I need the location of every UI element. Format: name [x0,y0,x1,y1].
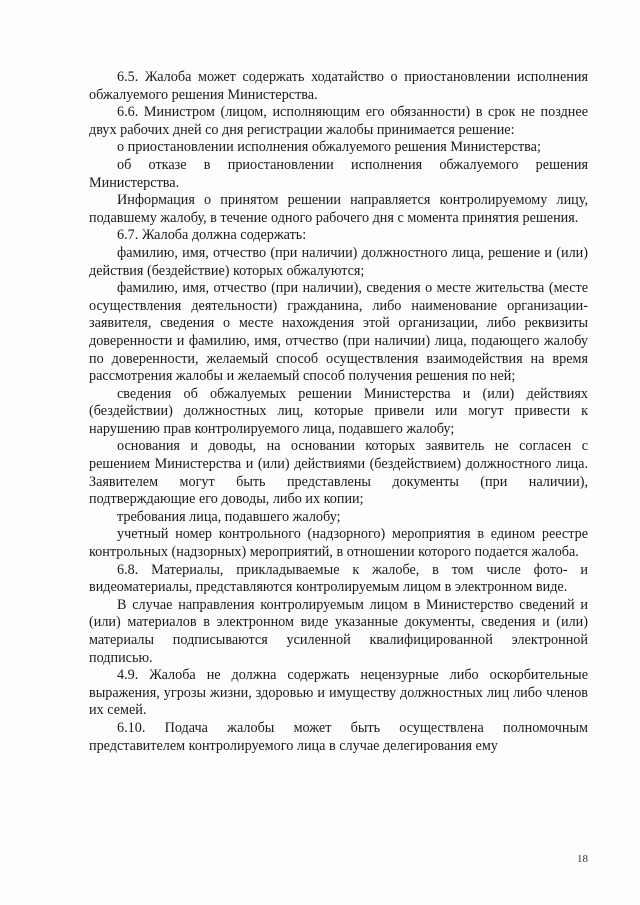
paragraph-6-5: 6.5. Жалоба может содержать ходатайство о приостановлении исполнения обжалуемого решения Министерства. [89,69,588,103]
paragraph-6-7-item-demands: требования лица, подавшего жалобу; [117,508,341,525]
paragraph-4-9: 4.9. Жалоба не должна содержать нецензурные либо оскорбительные выражения, угрозы жизни, здоровью и имуществу должностных лиц либо членов их семей. [89,667,588,719]
page-number: 18 [577,853,588,865]
document-body [89,69,588,755]
paragraph-6-7-item-applicant: фамилию, имя, отчество (при наличии), сведения о месте жительства (месте осуществления деятельности) гражданина, либо наименование организации-заявителя, сведения о месте нахождения этой организации, либо реквизиты доверенности и фамилию, имя, отчество (при наличии) лица, подающего жалобу по доверенности, желаемый способ осуществления взаимодействия на время рассмотрения жалобы и желаемый способ получения решения по ней; [89,280,588,385]
paragraph-6-6-option-suspend: о приостановлении исполнения обжалуемого решения Министерства; [117,139,541,156]
paragraph-6-7-item-official: фамилию, имя, отчество (при наличии) должностного лица, решение и (или) действия (бездействие) которых обжалуются; [89,244,588,279]
paragraph-decision-info: Информация о принятом решении направляется контролируемому лицу, подавшему жалобу, в течение одного рабочего дня с момента принятия решения. [89,192,588,226]
paragraph-6-7-item-registry: учетный номер контрольного (надзорного) мероприятия в едином реестре контрольных (надзорных) мероприятий, в отношении которого подается жалоба. [89,526,588,561]
paragraph-6-7: 6.7. Жалоба должна содержать: [117,227,307,244]
paragraph-6-10: 6.10. Подача жалобы может быть осуществлена полномочным представителем контролируемого лица в случае делегирования ему [89,719,588,754]
paragraph-6-7-item-decisions: сведения об обжалуемых решении Министерства и (или) действиях (бездействии) должностных лиц, которые привели или могут привести к нарушению прав контролируемого лица, подавшего жалобу; [89,385,588,437]
paragraph-6-8: 6.8. Материалы, прикладываемые к жалобе, в том числе фото- и видеоматериалы, представляются контролируемым лицом в электронном виде. [89,561,588,596]
paragraph-6-7-item-grounds: основания и доводы, на основании которых заявитель не согласен с решением Министерства и (или) действиями (бездействием) должностного лица. Заявителем могут быть представлены документы (при наличии), подтверждающие его доводы, либо их копии; [89,438,588,508]
paragraph-6-6: 6.6. Министром (лицом, исполняющим его обязанности) в срок не позднее двух рабочих дней со дня регистрации жалобы принимается решение: [89,104,588,138]
paragraph-6-6-option-refuse: об отказе в приостановлении исполнения обжалуемого решения Министерства. [89,156,588,191]
paragraph-electronic-signature: В случае направления контролируемым лицом в Министерство сведений и (или) материалов в электронном виде указанные документы, сведения и (или) материалы подписываются усиленной квалифицированной электронной подписью. [89,596,588,666]
